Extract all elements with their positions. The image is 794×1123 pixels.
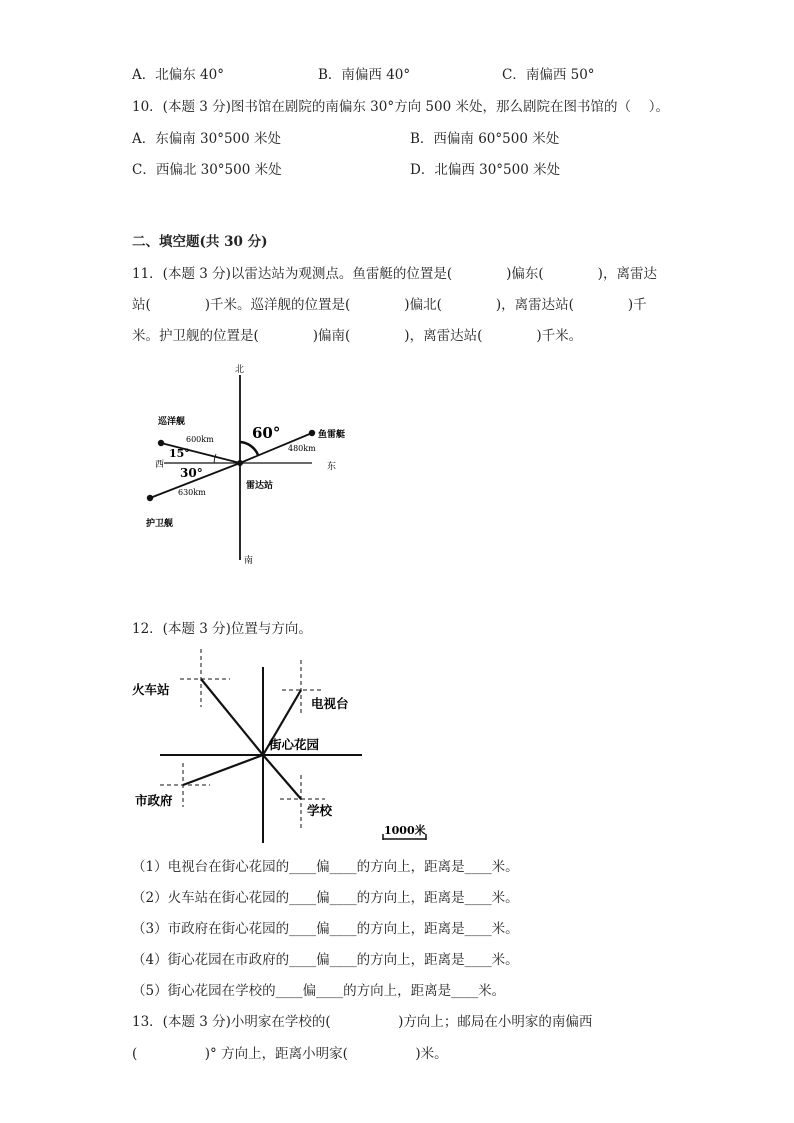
q9-option-a: A．北偏东 40° (132, 67, 224, 83)
q10-option-d: D．北偏西 30°500 米处 (410, 162, 561, 178)
frigate-distance: 630km (178, 488, 206, 497)
radar-center (237, 460, 243, 466)
cruiser-point (158, 440, 164, 446)
tv-station-label: 电视台 (311, 696, 349, 711)
radar-diagram (140, 360, 360, 575)
angle-30-label: 30° (180, 466, 203, 480)
frigate-point (147, 495, 153, 501)
angle-60-label: 60° (252, 424, 281, 442)
section-title: 二、填空题(共 30 分) (132, 234, 268, 250)
q11-line-3: 米。护卫舰的位置是( )偏南( )，离雷达站( )千米。 (132, 328, 583, 344)
west-label: 西 (155, 460, 165, 470)
cruiser-distance: 600km (186, 435, 214, 444)
q11-line-1: 11．(本题 3 分)以雷达站为观测点。鱼雷艇的位置是( )偏东( )，离雷达 (132, 266, 657, 282)
q10-stem: 10．(本题 3 分)图书馆在剧院的南偏东 30°方向 500 米处，那么剧院在图书馆的（ ）。 (132, 99, 669, 115)
south-label: 南 (244, 556, 254, 566)
ray-train (201, 679, 263, 755)
garden-label: 街心花园 (269, 737, 320, 752)
torpedo-label: 鱼雷艇 (318, 430, 346, 440)
torpedo-point (309, 430, 315, 436)
train-station-label: 火车站 (132, 682, 170, 697)
angle-60-arc (240, 442, 258, 455)
frigate-label: 护卫舰 (146, 519, 174, 529)
q12-item-2: （2）火车站在街心花园的____偏____的方向上，距离是____米。 (132, 890, 519, 906)
q12-stem: 12．(本题 3 分)位置与方向。 (132, 621, 312, 637)
angle-15-label: 15° (169, 447, 190, 460)
q13-line-1: 13．(本题 3 分)小明家在学校的( )方向上；邮局在小明家的南偏西 (132, 1014, 593, 1030)
center-label: 雷达站 (246, 481, 274, 491)
torpedo-distance: 480km (288, 444, 316, 453)
q13-line-2: ( )° 方向上，距离小明家( )米。 (132, 1046, 448, 1062)
q12-item-3: （3）市政府在街心花园的____偏____的方向上，距离是____米。 (132, 921, 519, 937)
q10-option-a: A．东偏南 30°500 米处 (132, 131, 282, 147)
q9-option-c: C．南偏西 50° (502, 67, 595, 83)
q11-line-2: 站( )千米。巡洋舰的位置是( )偏北( )，离雷达站( )千 (132, 297, 647, 313)
ray-gov (183, 755, 263, 785)
angle-30-arc (214, 454, 216, 463)
ray-school (263, 755, 301, 799)
q12-item-1: （1）电视台在街心花园的____偏____的方向上，距离是____米。 (132, 859, 519, 875)
school-label: 学校 (307, 803, 333, 818)
north-label: 北 (235, 365, 245, 375)
q9-option-b: B．南偏西 40° (318, 67, 411, 83)
cruiser-label: 巡洋舰 (158, 417, 186, 427)
q10-option-c: C．西偏北 30°500 米处 (132, 162, 282, 178)
street-map (130, 645, 440, 845)
q10-option-b: B．西偏南 60°500 米处 (410, 131, 560, 147)
scale-label: 1000米 (384, 824, 426, 837)
q12-item-4: （4）街心花园在市政府的____偏____的方向上，距离是____米。 (132, 952, 519, 968)
east-label: 东 (327, 462, 337, 472)
q12-item-5: （5）街心花园在学校的____偏____的方向上，距离是____米。 (132, 983, 506, 999)
government-label: 市政府 (135, 793, 173, 808)
